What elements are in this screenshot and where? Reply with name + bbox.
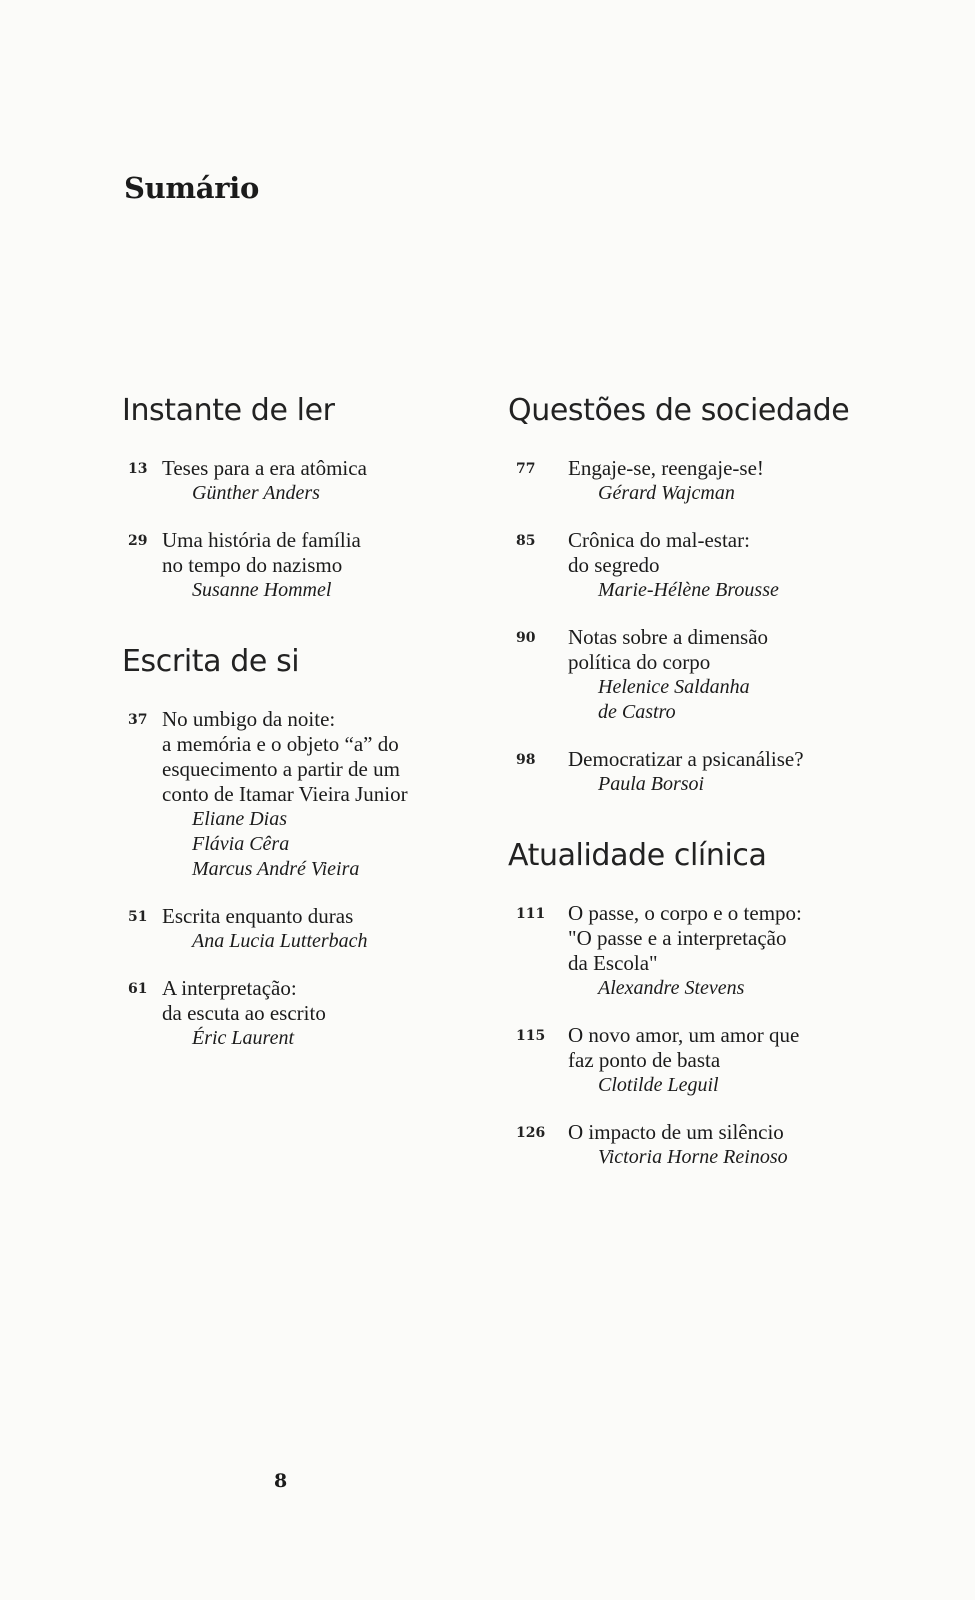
- entry-title: No umbigo da noite: a memória e o objeto “a” do esquecimento a partir de um conto de Itamar Vieira Junior: [162, 707, 408, 806]
- toc-entry[interactable]: [122, 528, 482, 603]
- entry-authors: Gérard Wajcman: [598, 482, 735, 504]
- entry-body: [162, 976, 482, 1051]
- entry-page-number: 29: [128, 533, 148, 549]
- toc-entry[interactable]: [508, 901, 858, 1001]
- entry-body: [568, 1023, 858, 1098]
- entry-page-number: 37: [128, 712, 148, 728]
- toc-section: [122, 639, 482, 1051]
- toc-right-column: [508, 388, 858, 1206]
- toc-entry[interactable]: [508, 1023, 858, 1098]
- entry-body: [568, 456, 858, 506]
- section-title: Escrita de si: [122, 644, 300, 679]
- toc-left-column: [122, 388, 482, 1087]
- entry-page-number: 61: [128, 981, 148, 997]
- toc-entry[interactable]: [508, 528, 858, 603]
- entry-body: [162, 904, 482, 954]
- toc-entry[interactable]: [122, 904, 482, 954]
- toc-entry[interactable]: [508, 1120, 858, 1170]
- entry-body: [162, 707, 482, 882]
- entry-authors: Victoria Horne Reinoso: [598, 1146, 788, 1168]
- entry-authors: Ana Lucia Lutterbach: [192, 930, 368, 952]
- section-title: Atualidade clínica: [508, 838, 767, 873]
- entry-page-number: 90: [516, 630, 536, 646]
- entry-body: [568, 1120, 858, 1170]
- entry-body: [568, 901, 858, 1001]
- toc-entry[interactable]: [122, 976, 482, 1051]
- entry-authors: Susanne Hommel: [192, 579, 332, 601]
- entry-title: A interpretação: da escuta ao escrito: [162, 976, 326, 1025]
- entry-authors: Clotilde Leguil: [598, 1074, 719, 1096]
- entry-authors: Marie-Hélène Brousse: [598, 579, 779, 601]
- toc-entry[interactable]: [122, 707, 482, 882]
- toc-entry[interactable]: [508, 456, 858, 506]
- section-title: Instante de ler: [122, 393, 335, 428]
- entry-authors: Günther Anders: [192, 482, 320, 504]
- entry-body: [568, 747, 858, 797]
- entry-page-number: 13: [128, 461, 148, 477]
- entry-authors: Eliane Dias Flávia Cêra Marcus André Vieira: [192, 808, 360, 880]
- entry-body: [568, 528, 858, 603]
- entry-title: O novo amor, um amor que faz ponto de basta: [568, 1023, 800, 1072]
- entry-authors: Paula Borsoi: [598, 773, 705, 795]
- toc-section: [122, 388, 482, 603]
- entry-title: O passe, o corpo e o tempo: "O passe e a interpretação da Escola": [568, 901, 802, 975]
- entry-body: [568, 625, 858, 725]
- entry-title: O impacto de um silêncio: [568, 1120, 784, 1144]
- entry-body: [162, 456, 482, 506]
- entry-title: Notas sobre a dimensão política do corpo: [568, 625, 769, 674]
- toc-section: [508, 388, 858, 797]
- entry-page-number: 111: [516, 906, 546, 922]
- section-title: Questões de sociedade: [508, 393, 850, 428]
- entry-authors: Alexandre Stevens: [598, 977, 745, 999]
- entry-page-number: 51: [128, 909, 148, 925]
- toc-entry[interactable]: [122, 456, 482, 506]
- entry-page-number: 85: [516, 533, 536, 549]
- toc-entry[interactable]: [508, 625, 858, 725]
- entry-title: Engaje-se, reengaje-se!: [568, 456, 764, 480]
- entry-page-number: 126: [516, 1125, 546, 1141]
- entry-page-number: 77: [516, 461, 536, 477]
- entry-authors: Éric Laurent: [192, 1027, 295, 1049]
- toc-section: [508, 833, 858, 1170]
- entry-title: Escrita enquanto duras: [162, 904, 354, 928]
- entry-page-number: 115: [516, 1028, 546, 1044]
- entry-title: Crônica do mal-estar: do segredo: [568, 528, 750, 577]
- entry-title: Uma história de família no tempo do nazismo: [162, 528, 361, 577]
- page-title: Sumário: [124, 171, 260, 206]
- entry-title: Teses para a era atômica: [162, 456, 367, 480]
- entry-page-number: 98: [516, 752, 536, 768]
- entry-authors: Helenice Saldanha de Castro: [598, 676, 750, 723]
- toc-entry[interactable]: [508, 747, 858, 797]
- page-number: 8: [274, 1470, 288, 1492]
- entry-title: Democratizar a psicanálise?: [568, 747, 804, 771]
- entry-body: [162, 528, 482, 603]
